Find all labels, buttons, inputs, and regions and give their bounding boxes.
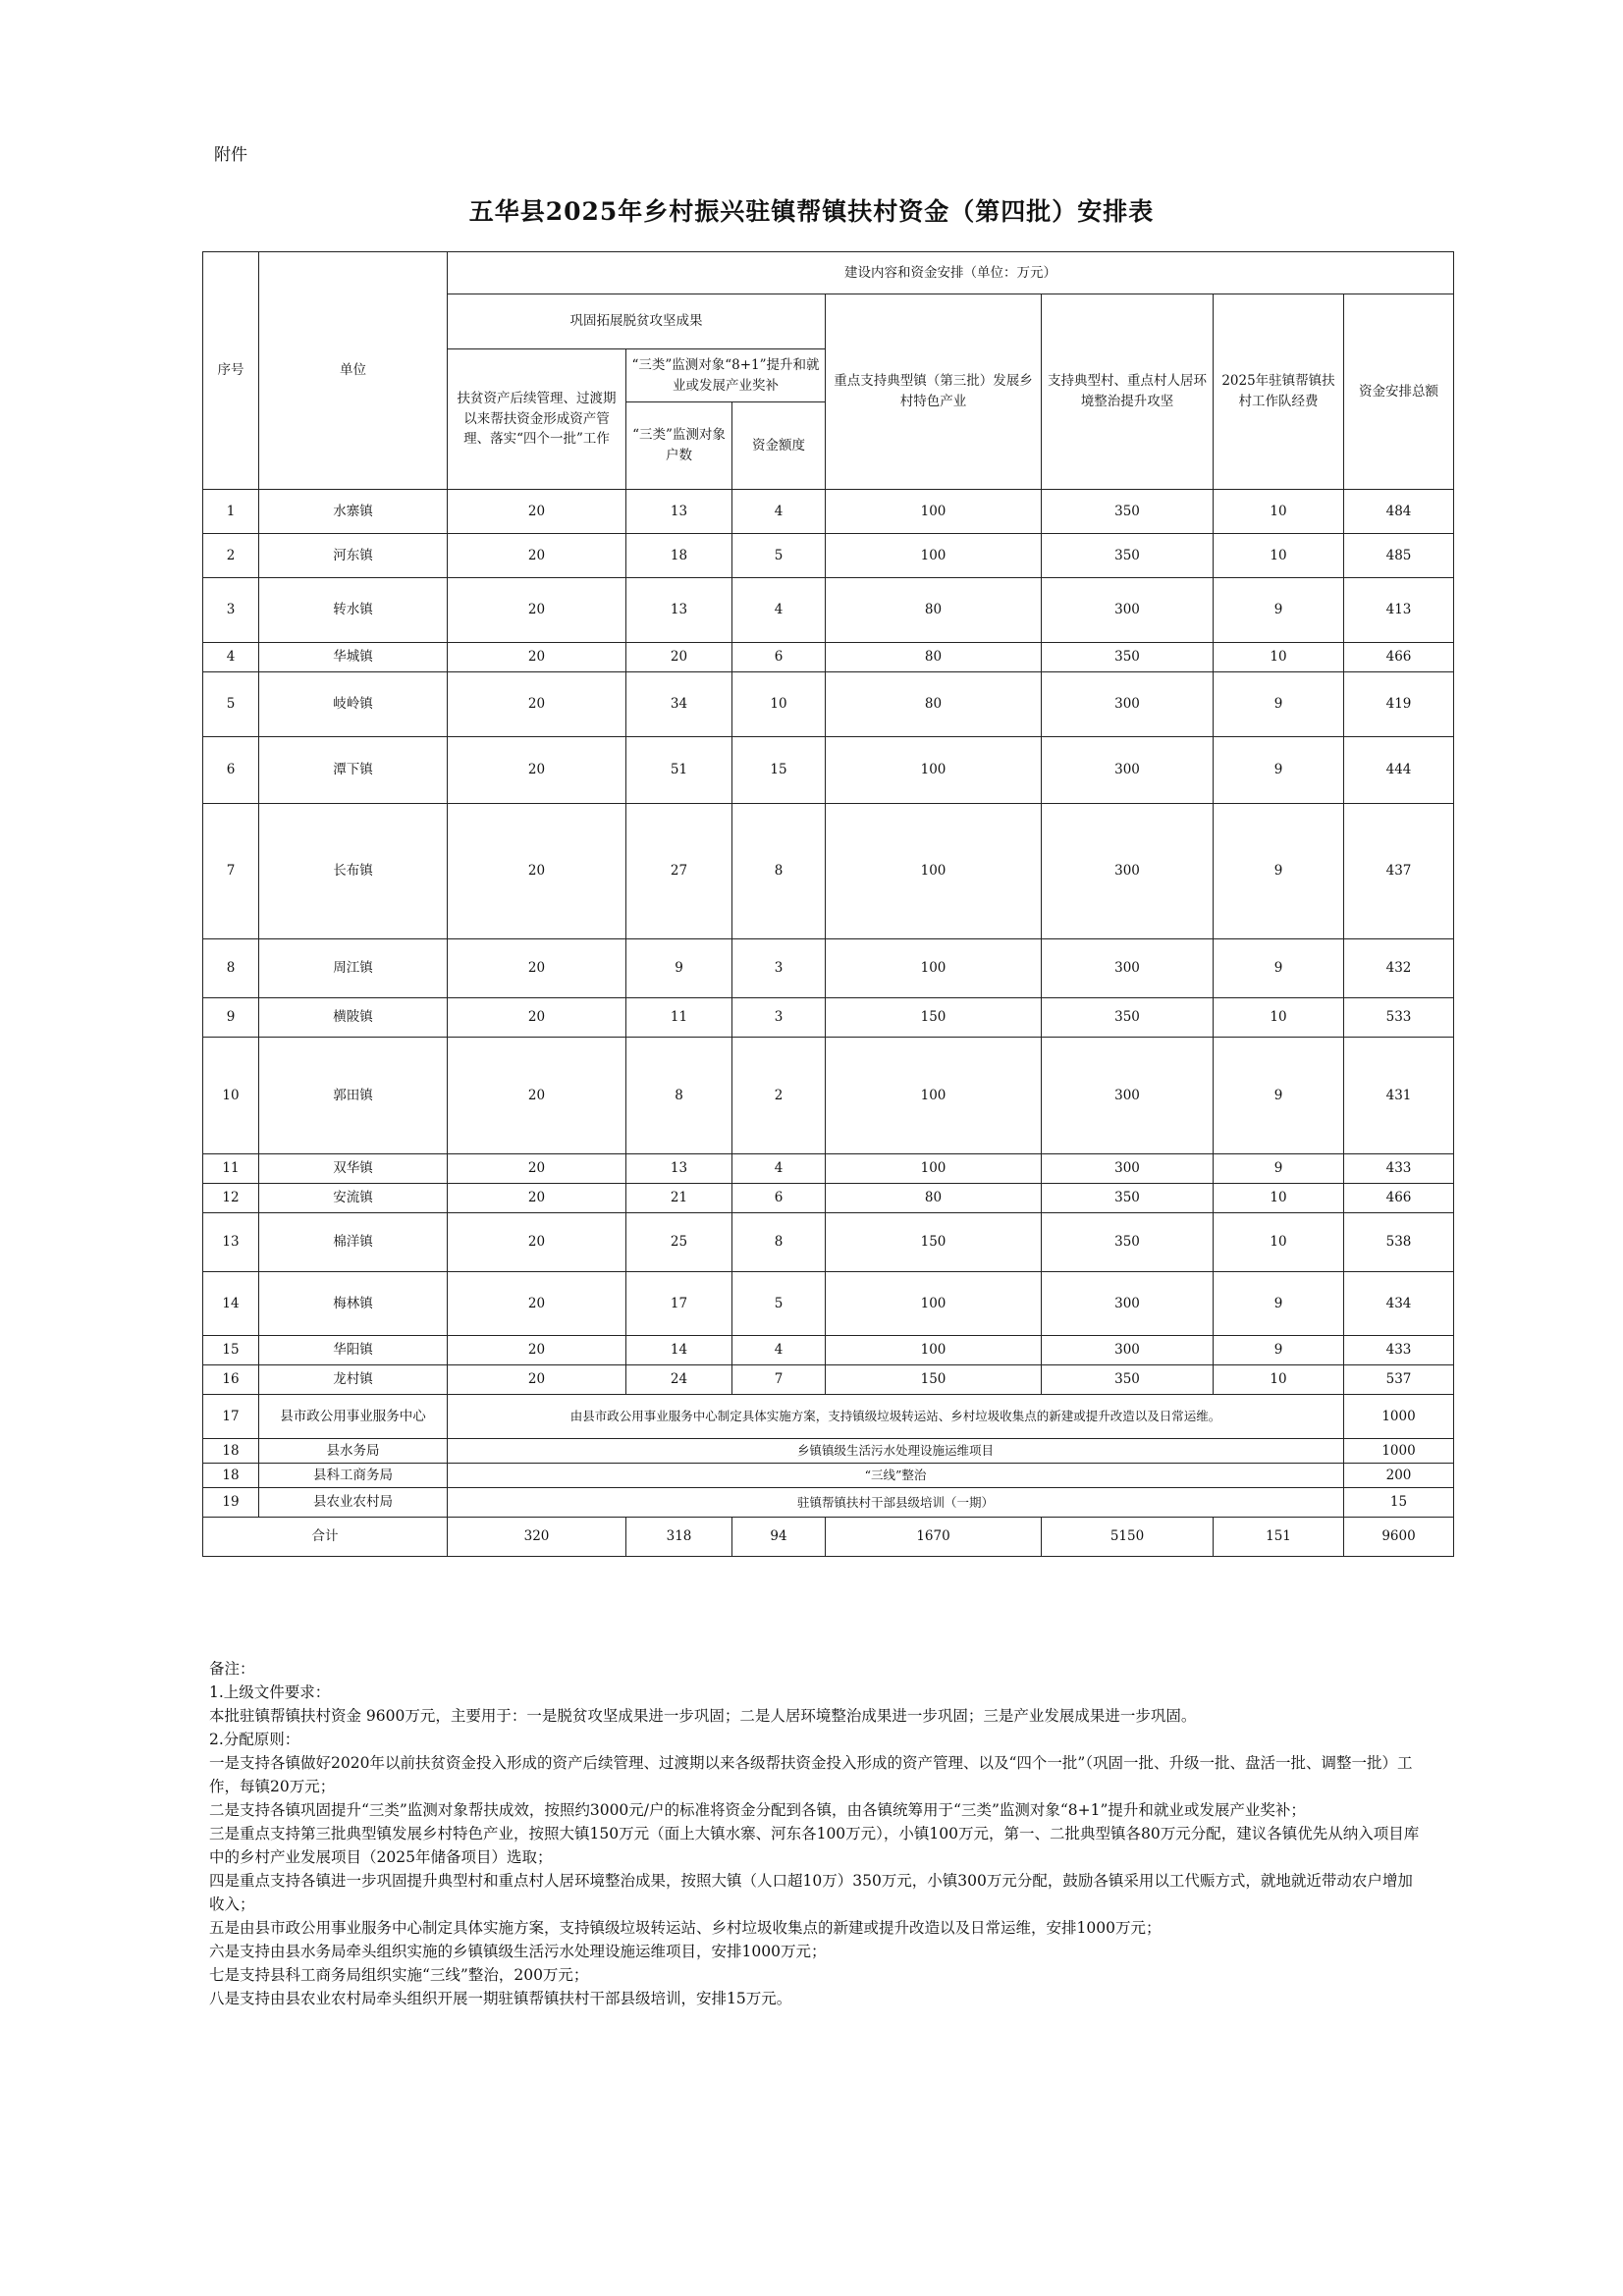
row-seq: 3 [203, 578, 259, 643]
note-line: 六是支持由县水务局牵头组织实施的乡镇镇级生活污水处理设施运维项目，安排1000万元； [209, 1943, 827, 1960]
row-work-team: 9 [1214, 578, 1344, 643]
row-typical-town: 150 [826, 998, 1042, 1038]
row-work-team: 10 [1214, 643, 1344, 672]
row-typical-town: 100 [826, 804, 1042, 939]
note-line: 二是支持各镇巩固提升“三类”监测对象帮扶成效，按照约3000元/户的标准将资金分配到各镇，由各镇统筹用于“三类”监测对象“8+1”提升和就业或发展产业奖补； [209, 1801, 1306, 1819]
row-work-team: 10 [1214, 534, 1344, 578]
row-total: 419 [1344, 672, 1454, 737]
row-households: 9 [626, 939, 732, 998]
table-row [203, 672, 1454, 737]
row-amount: 4 [732, 1336, 826, 1365]
row-work-team: 9 [1214, 1038, 1344, 1154]
row-total: 432 [1344, 939, 1454, 998]
row-village-env: 350 [1042, 534, 1214, 578]
table-row [203, 1272, 1454, 1336]
row-total: 200 [1344, 1464, 1454, 1488]
row-typical-town: 100 [826, 1154, 1042, 1184]
table-row [203, 998, 1454, 1038]
row-typical-town: 80 [826, 1184, 1042, 1213]
row-unit: 华城镇 [259, 643, 448, 672]
table-row [203, 804, 1454, 939]
row-work-team: 9 [1214, 804, 1344, 939]
row-households: 25 [626, 1213, 732, 1272]
row-description: “三线”整治 [448, 1464, 1344, 1488]
row-work-team: 9 [1214, 939, 1344, 998]
row-seq: 17 [203, 1395, 259, 1439]
row-unit: 长布镇 [259, 804, 448, 939]
row-amount: 3 [732, 939, 826, 998]
row-households: 13 [626, 578, 732, 643]
table-row [203, 1365, 1454, 1395]
row-unit: 安流镇 [259, 1184, 448, 1213]
row-seq: 19 [203, 1488, 259, 1518]
table-row [203, 1154, 1454, 1184]
row-amount: 8 [732, 804, 826, 939]
table-row [203, 1213, 1454, 1272]
row-total: 1000 [1344, 1395, 1454, 1439]
summary-row [203, 1518, 1454, 1557]
header-amount: 资金额度 [732, 402, 826, 490]
row-seq: 15 [203, 1336, 259, 1365]
row-unit: 水寨镇 [259, 490, 448, 534]
header-village-env: 支持典型村、重点村人居环境整治提升攻坚 [1042, 294, 1214, 490]
header-households: “三类”监测对象户数 [626, 402, 732, 490]
row-amount: 5 [732, 534, 826, 578]
header-construction: 建设内容和资金安排（单位：万元） [448, 252, 1454, 294]
row-unit: 棉洋镇 [259, 1213, 448, 1272]
row-village-env: 300 [1042, 939, 1214, 998]
row-typical-town: 100 [826, 1336, 1042, 1365]
row-seq: 16 [203, 1365, 259, 1395]
row-amount: 2 [732, 1038, 826, 1154]
row-households: 24 [626, 1365, 732, 1395]
row-households: 17 [626, 1272, 732, 1336]
row-amount: 4 [732, 578, 826, 643]
row-assets: 20 [448, 672, 626, 737]
row-assets: 20 [448, 643, 626, 672]
special-row [203, 1439, 1454, 1464]
row-households: 13 [626, 490, 732, 534]
row-description: 由县市政公用事业服务中心制定具体实施方案，支持镇级垃圾转运站、乡村垃圾收集点的新建或提升改造以及日常运维。 [448, 1395, 1344, 1439]
row-total: 466 [1344, 643, 1454, 672]
row-village-env: 300 [1042, 737, 1214, 804]
row-typical-town: 80 [826, 578, 1042, 643]
row-seq: 7 [203, 804, 259, 939]
row-amount: 6 [732, 1184, 826, 1213]
row-total: 433 [1344, 1154, 1454, 1184]
row-work-team: 9 [1214, 1336, 1344, 1365]
row-total: 533 [1344, 998, 1454, 1038]
row-unit: 龙村镇 [259, 1365, 448, 1395]
row-households: 13 [626, 1154, 732, 1184]
row-work-team: 10 [1214, 1213, 1344, 1272]
row-households: 51 [626, 737, 732, 804]
row-assets: 20 [448, 1154, 626, 1184]
row-work-team: 9 [1214, 1154, 1344, 1184]
summary-amount: 94 [732, 1518, 826, 1557]
row-total: 485 [1344, 534, 1454, 578]
table-row [203, 490, 1454, 534]
row-village-env: 300 [1042, 1154, 1214, 1184]
row-assets: 20 [448, 1213, 626, 1272]
row-village-env: 350 [1042, 998, 1214, 1038]
row-households: 34 [626, 672, 732, 737]
note-line: 三是重点支持第三批典型镇发展乡村特色产业，按照大镇150万元（面上大镇水寨、河东各100万元），小镇100万元，第一、二批典型镇各80万元分配，建议各镇优先从纳入项目库中的乡村产业发展项目（2025年储备项目）选取； [209, 1825, 1420, 1866]
row-amount: 10 [732, 672, 826, 737]
row-seq: 18 [203, 1464, 259, 1488]
row-unit: 转水镇 [259, 578, 448, 643]
row-unit: 县农业农村局 [259, 1488, 448, 1518]
row-village-env: 350 [1042, 1213, 1214, 1272]
header-work-team: 2025年驻镇帮镇扶村工作队经费 [1214, 294, 1344, 490]
row-amount: 6 [732, 643, 826, 672]
row-typical-town: 100 [826, 1038, 1042, 1154]
row-assets: 20 [448, 998, 626, 1038]
header-total: 资金安排总额 [1344, 294, 1454, 490]
note-line: 本批驻镇帮镇扶村资金 9600万元，主要用于：一是脱贫攻坚成果进一步巩固；二是人居环境整治成果进一步巩固；三是产业发展成果进一步巩固。 [209, 1707, 1197, 1725]
row-typical-town: 150 [826, 1213, 1042, 1272]
row-amount: 4 [732, 1154, 826, 1184]
row-unit: 县水务局 [259, 1439, 448, 1464]
row-seq: 1 [203, 490, 259, 534]
row-assets: 20 [448, 737, 626, 804]
header-typical-town: 重点支持典型镇（第三批）发展乡村特色产业 [826, 294, 1042, 490]
row-unit: 周江镇 [259, 939, 448, 998]
row-seq: 11 [203, 1154, 259, 1184]
row-assets: 20 [448, 804, 626, 939]
row-typical-town: 80 [826, 672, 1042, 737]
row-typical-town: 100 [826, 490, 1042, 534]
note-line: 1.上级文件要求： [209, 1683, 331, 1701]
note-line: 七是支持县科工商务局组织实施“三线”整治，200万元； [209, 1966, 589, 1984]
row-village-env: 300 [1042, 804, 1214, 939]
summary-assets: 320 [448, 1518, 626, 1557]
row-total: 413 [1344, 578, 1454, 643]
row-assets: 20 [448, 1272, 626, 1336]
row-unit: 县科工商务局 [259, 1464, 448, 1488]
row-work-team: 9 [1214, 672, 1344, 737]
row-village-env: 300 [1042, 578, 1214, 643]
row-total: 431 [1344, 1038, 1454, 1154]
header-assets: 扶贫资产后续管理、过渡期以来帮扶资金形成资产管理、落实“四个一批”工作 [448, 349, 626, 490]
row-households: 11 [626, 998, 732, 1038]
summary-households: 318 [626, 1518, 732, 1557]
special-row [203, 1395, 1454, 1439]
row-seq: 12 [203, 1184, 259, 1213]
row-seq: 6 [203, 737, 259, 804]
row-total: 484 [1344, 490, 1454, 534]
row-assets: 20 [448, 939, 626, 998]
row-typical-town: 100 [826, 737, 1042, 804]
row-typical-town: 150 [826, 1365, 1042, 1395]
table-row [203, 1336, 1454, 1365]
row-assets: 20 [448, 578, 626, 643]
table-row [203, 534, 1454, 578]
summary-team: 151 [1214, 1518, 1344, 1557]
row-unit: 岐岭镇 [259, 672, 448, 737]
row-households: 18 [626, 534, 732, 578]
note-line: 五是由县市政公用事业服务中心制定具体实施方案，支持镇级垃圾转运站、乡村垃圾收集点的新建或提升改造以及日常运维，安排1000万元； [209, 1919, 1162, 1937]
row-amount: 8 [732, 1213, 826, 1272]
row-assets: 20 [448, 490, 626, 534]
note-line: 八是支持由县农业农村局牵头组织开展一期驻镇帮镇扶村干部县级培训，安排15万元。 [209, 1990, 792, 2007]
row-unit: 华阳镇 [259, 1336, 448, 1365]
row-seq: 2 [203, 534, 259, 578]
row-seq: 14 [203, 1272, 259, 1336]
row-seq: 4 [203, 643, 259, 672]
row-village-env: 350 [1042, 1184, 1214, 1213]
row-assets: 20 [448, 1336, 626, 1365]
row-unit: 河东镇 [259, 534, 448, 578]
row-work-team: 10 [1214, 1365, 1344, 1395]
row-unit: 郭田镇 [259, 1038, 448, 1154]
header-consolidate: 巩固拓展脱贫攻坚成果 [448, 294, 826, 349]
row-total: 15 [1344, 1488, 1454, 1518]
note-line: 一是支持各镇做好2020年以前扶贫资金投入形成的资产后续管理、过渡期以来各级帮扶资金投入形成的资产管理、以及“四个一批”（巩固一批、升级一批、盘活一批、调整一批）工作，每镇20万元； [209, 1754, 1413, 1795]
row-village-env: 300 [1042, 1038, 1214, 1154]
row-work-team: 10 [1214, 490, 1344, 534]
row-households: 21 [626, 1184, 732, 1213]
table-row [203, 578, 1454, 643]
row-households: 14 [626, 1336, 732, 1365]
row-seq: 5 [203, 672, 259, 737]
row-seq: 13 [203, 1213, 259, 1272]
row-typical-town: 100 [826, 534, 1042, 578]
row-village-env: 300 [1042, 1336, 1214, 1365]
row-amount: 4 [732, 490, 826, 534]
summary-env: 5150 [1042, 1518, 1214, 1557]
page-title: 五华县2025年乡村振兴驻镇帮镇扶村资金（第四批）安排表 [468, 197, 1155, 226]
row-typical-town: 100 [826, 939, 1042, 998]
notes-section [209, 1657, 1427, 2010]
summary-label: 合计 [203, 1518, 448, 1557]
row-village-env: 300 [1042, 1272, 1214, 1336]
note-line: 备注： [209, 1660, 255, 1678]
summary-total: 9600 [1344, 1518, 1454, 1557]
row-total: 433 [1344, 1336, 1454, 1365]
table-row [203, 737, 1454, 804]
row-households: 27 [626, 804, 732, 939]
row-total: 538 [1344, 1213, 1454, 1272]
header-unit: 单位 [259, 252, 448, 490]
table-row [203, 939, 1454, 998]
row-description: 乡镇镇级生活污水处理设施运维项目 [448, 1439, 1344, 1464]
header-seq: 序号 [203, 252, 259, 490]
summary-typical: 1670 [826, 1518, 1042, 1557]
special-row [203, 1488, 1454, 1518]
special-row [203, 1464, 1454, 1488]
row-amount: 3 [732, 998, 826, 1038]
row-total: 1000 [1344, 1439, 1454, 1464]
row-village-env: 350 [1042, 1365, 1214, 1395]
row-seq: 8 [203, 939, 259, 998]
row-seq: 10 [203, 1038, 259, 1154]
row-typical-town: 100 [826, 1272, 1042, 1336]
attachment-label: 附件 [214, 145, 247, 165]
row-total: 444 [1344, 737, 1454, 804]
row-total: 437 [1344, 804, 1454, 939]
row-assets: 20 [448, 534, 626, 578]
row-total: 466 [1344, 1184, 1454, 1213]
table-row [203, 643, 1454, 672]
row-total: 537 [1344, 1365, 1454, 1395]
note-line: 四是重点支持各镇进一步巩固提升典型村和重点村人居环境整治成果，按照大镇（人口超10万）350万元，小镇300万元分配，鼓励各镇采用以工代赈方式，就地就近带动农户增加收入； [209, 1872, 1413, 1913]
row-work-team: 9 [1214, 737, 1344, 804]
row-unit: 横陂镇 [259, 998, 448, 1038]
row-seq: 9 [203, 998, 259, 1038]
row-village-env: 350 [1042, 490, 1214, 534]
row-assets: 20 [448, 1184, 626, 1213]
row-total: 434 [1344, 1272, 1454, 1336]
fund-allocation-table [202, 251, 1454, 1557]
row-unit: 梅林镇 [259, 1272, 448, 1336]
row-work-team: 10 [1214, 998, 1344, 1038]
row-unit: 双华镇 [259, 1154, 448, 1184]
row-households: 8 [626, 1038, 732, 1154]
row-amount: 15 [732, 737, 826, 804]
note-line: 2.分配原则： [209, 1731, 300, 1748]
row-amount: 7 [732, 1365, 826, 1395]
row-seq: 18 [203, 1439, 259, 1464]
row-typical-town: 80 [826, 643, 1042, 672]
row-assets: 20 [448, 1365, 626, 1395]
table-row [203, 1184, 1454, 1213]
row-unit: 潭下镇 [259, 737, 448, 804]
row-amount: 5 [732, 1272, 826, 1336]
row-unit: 县市政公用事业服务中心 [259, 1395, 448, 1439]
row-assets: 20 [448, 1038, 626, 1154]
row-households: 20 [626, 643, 732, 672]
row-village-env: 350 [1042, 643, 1214, 672]
header-three-types: “三类”监测对象“8+1”提升和就业或发展产业奖补 [626, 349, 826, 402]
row-village-env: 300 [1042, 672, 1214, 737]
row-work-team: 10 [1214, 1184, 1344, 1213]
row-work-team: 9 [1214, 1272, 1344, 1336]
table-row [203, 1038, 1454, 1154]
row-description: 驻镇帮镇扶村干部县级培训（一期） [448, 1488, 1344, 1518]
